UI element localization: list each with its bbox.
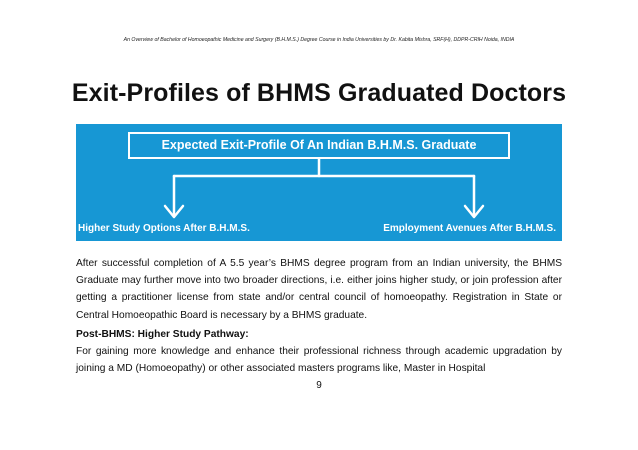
section-heading: Post-BHMS: Higher Study Pathway: — [76, 329, 249, 340]
page-number: 9 — [316, 380, 322, 391]
exit-profile-banner — [76, 124, 562, 241]
intro-paragraph: After successful completion of A 5.5 year’s BHMS degree program from an Indian university, the BHMS Graduate may further move into two broader directions, i.e. either joins higher study, or join profession after getting a practitioner license from state and/or central council of homoeopathy. Registration in State or Central Homoeopathic Board is necessary by a BHMS graduate. — [76, 258, 562, 321]
banner-heading: Expected Exit-Profile Of An Indian B.H.M.S. Graduate — [128, 132, 510, 159]
running-header: An Overview of Bachelor of Homoeopathic Medicine and Surgery (B.H.M.S.) Degree Course in India Universities by Dr. Kabita Mishra, SRF(H), DDPR-CRIH Noida, INDIA — [123, 37, 515, 43]
employment-label: Employment Avenues After B.H.M.S. — [383, 223, 556, 234]
page-title: Exit-Profiles of BHMS Graduated Doctors — [71, 79, 567, 107]
higher-study-label: Higher Study Options After B.H.M.S. — [78, 223, 250, 234]
higher-study-paragraph: For gaining more knowledge and enhance their professional richness through academic upgradation by joining a MD (Homoeopathy) or other associated masters programs like, Master in Hospital — [76, 346, 562, 375]
